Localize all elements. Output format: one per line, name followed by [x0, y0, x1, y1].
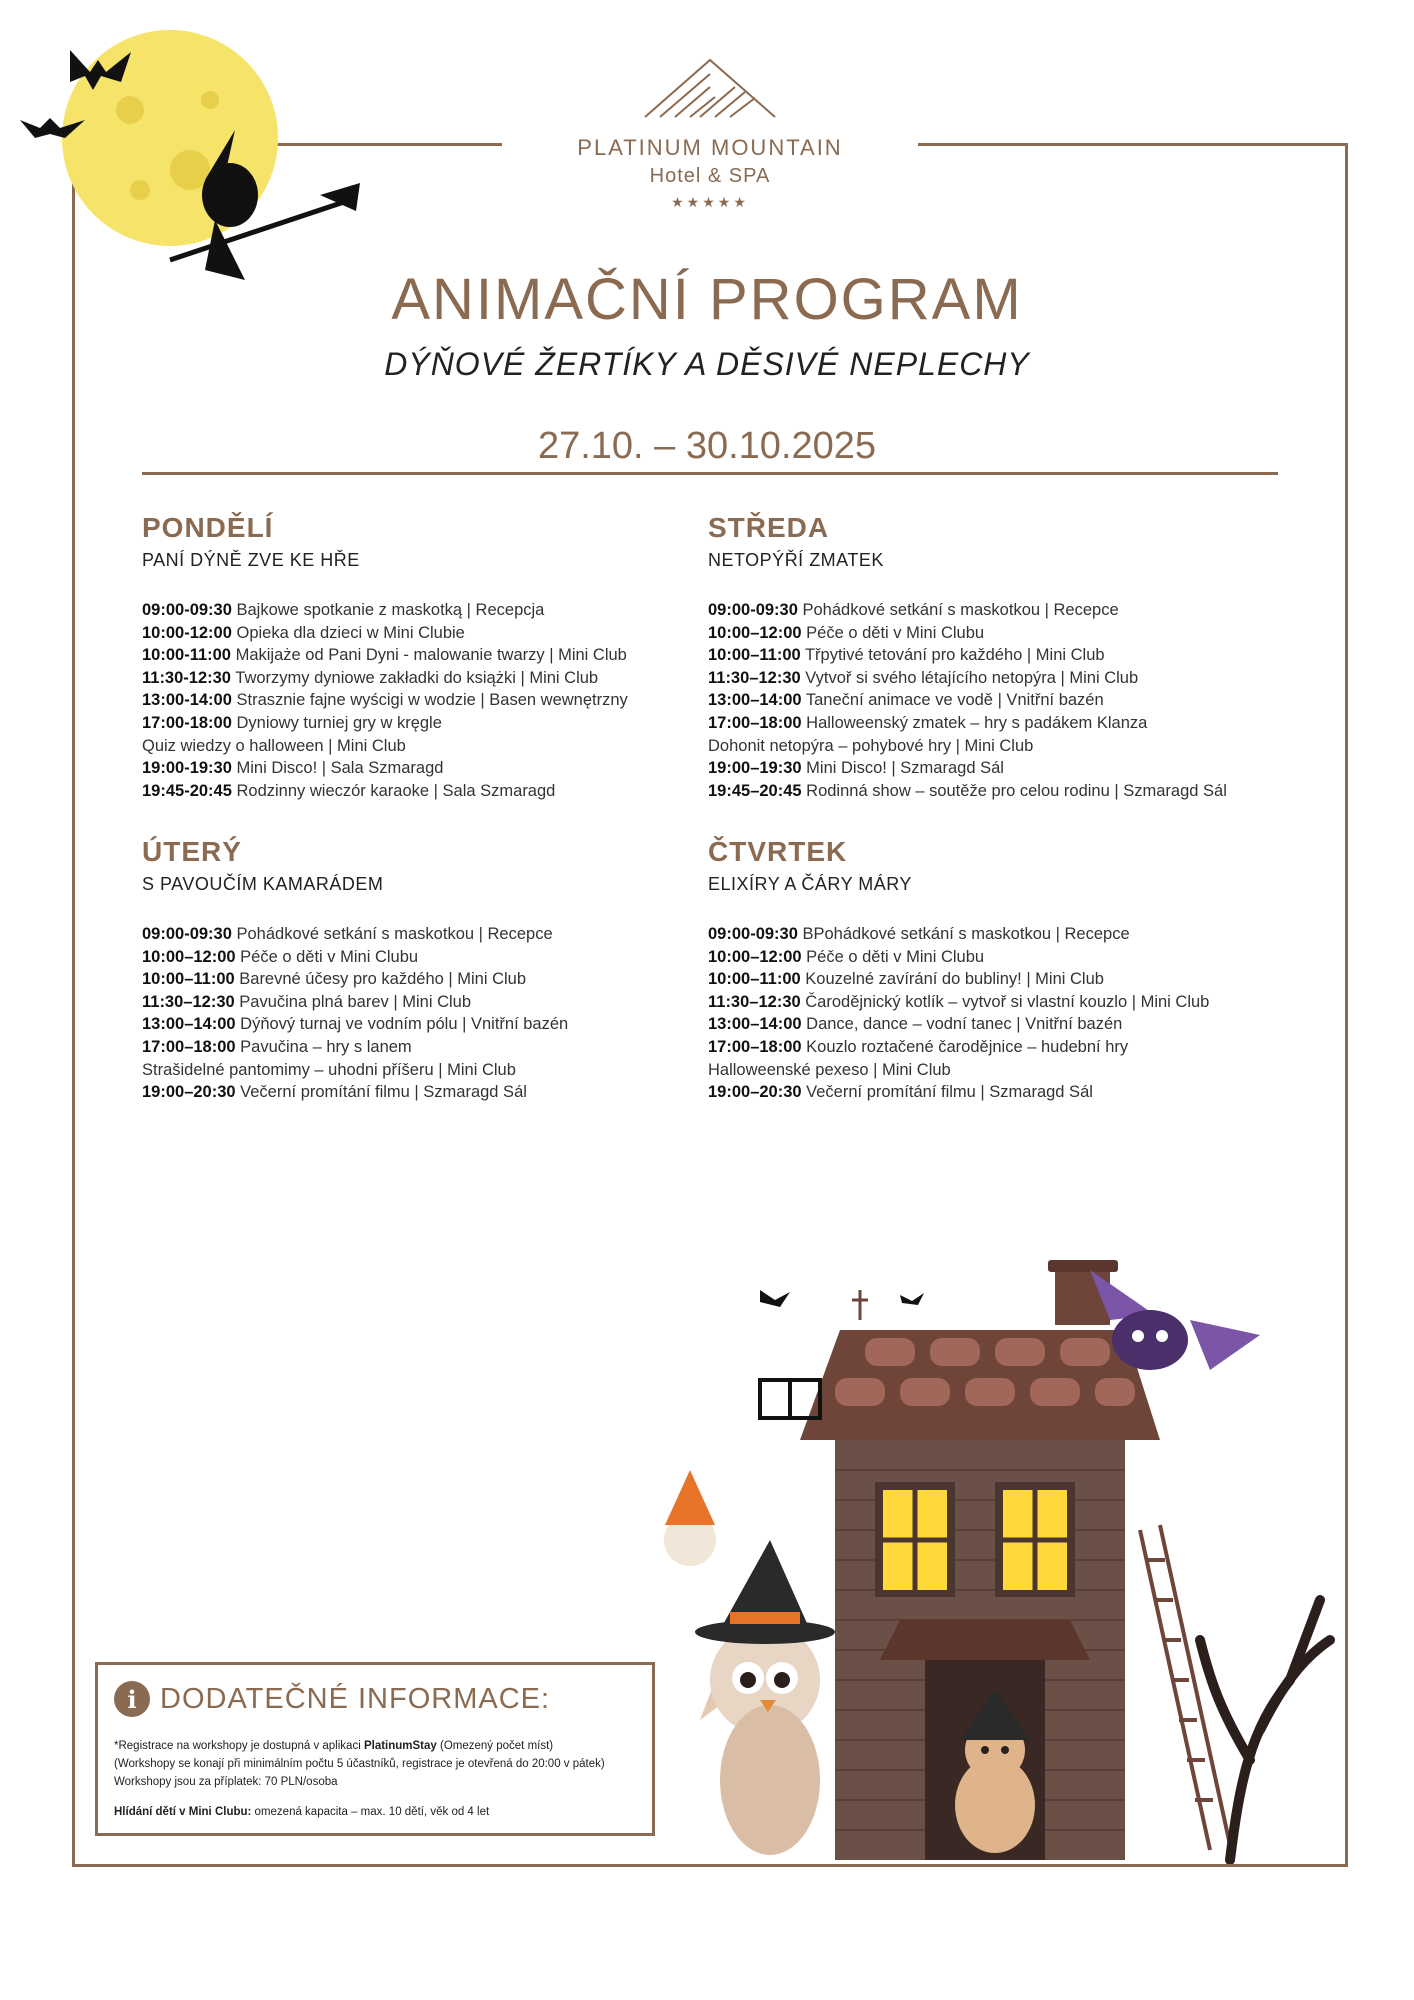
- event-time: 19:00-19:30: [142, 759, 232, 778]
- event-row: [708, 1036, 1268, 1059]
- event-description: Halloweenský zmatek – hry s padákem Klanza: [801, 713, 1148, 732]
- event-time: 19:00–20:30: [142, 1083, 236, 1102]
- event-time: 17:00-18:00: [142, 713, 232, 732]
- event-time: 13:00–14:00: [708, 1015, 802, 1034]
- event-description: Bajkowe spotkanie z maskotką | Recepcja: [231, 601, 545, 619]
- event-time: 10:00-12:00: [142, 623, 232, 642]
- event-description: Péče o děti v Mini Clubu: [235, 947, 419, 966]
- event-description: Dýňový turnaj ve vodním pólu | Vnitřní bazén: [235, 1015, 569, 1034]
- event-row: [142, 622, 702, 645]
- event-description: Quiz wiedzy o halloween | Mini Club: [142, 736, 406, 755]
- event-description: Mini Disco! | Sala Szmaragd: [231, 759, 444, 778]
- bare-tree-icon: [1200, 1600, 1330, 1860]
- event-description: Strašidelné pantomimy – uhodni příšeru | Mini Club: [142, 1060, 516, 1079]
- event-row: [142, 968, 702, 991]
- event-time: 11:30–12:30: [142, 992, 235, 1011]
- info-text: *Registrace na workshopy je dostupná v aplikaci PlatinumStay (Omezený počet míst) (Workshopy se konají při minimálním počtu 5 účastníků, registrace je otevřená do 20:00 v pátek) Workshopy jsou za příplatek: 70 PLN/osoba Hlídání dětí v Mini Clubu: omezená kapacita – max. 10 dětí, věk od 4 let: [114, 1740, 605, 1818]
- event-row: [708, 923, 1268, 946]
- puppy-witch-icon: [664, 1470, 716, 1566]
- event-description: Dohonit netopýra – pohybové hry | Mini Club: [708, 736, 1034, 755]
- frame-border: [1345, 143, 1348, 1867]
- event-time: 10:00-11:00: [142, 646, 231, 665]
- event-time: 09:00-09:30: [708, 925, 798, 943]
- event-row: [708, 644, 1268, 667]
- event-row: [708, 712, 1268, 735]
- day-name: PONDĚLÍ: [142, 512, 274, 543]
- event-description: Pavučina plná barev | Mini Club: [234, 992, 471, 1011]
- app-name: PlatinumStay: [363, 1740, 437, 1752]
- event-time: 10:00–12:00: [142, 947, 236, 966]
- event-row: [142, 689, 702, 712]
- event-row: [142, 1036, 702, 1059]
- event-description: Makijaże od Pani Dyni - malowanie twarzy | Mini Club: [231, 646, 627, 665]
- event-row: [708, 1081, 1268, 1104]
- event-description: Vytvoř si svého létajícího netopýra | Mini Club: [800, 668, 1139, 687]
- event-list: [142, 923, 702, 1104]
- day-name: ČTVRTEK: [708, 836, 848, 867]
- event-row: [708, 757, 1268, 780]
- event-row: [142, 644, 702, 667]
- event-description: Pohádkové setkání s maskotkou | Recepce: [797, 601, 1119, 619]
- day-theme: S PAVOUČÍM KAMARÁDEM: [142, 874, 384, 894]
- event-time: 19:00–19:30: [708, 759, 802, 778]
- event-description: Péče o děti v Mini Clubu: [801, 623, 985, 642]
- event-row: [708, 1059, 1268, 1082]
- event-description: Taneční animace ve vodě | Vnitřní bazén: [801, 691, 1104, 710]
- event-time: 13:00–14:00: [142, 1015, 236, 1034]
- event-row: [708, 622, 1268, 645]
- event-row: [142, 780, 702, 803]
- event-row: [142, 735, 702, 758]
- day-name: STŘEDA: [708, 512, 830, 543]
- event-row: [708, 599, 1268, 622]
- event-row: [708, 689, 1268, 712]
- event-time: 13:00-14:00: [142, 691, 232, 710]
- event-description: Dyniowy turniej gry w kręgle: [231, 713, 442, 732]
- event-time: 19:00–20:30: [708, 1083, 802, 1102]
- event-list: [708, 923, 1268, 1104]
- event-time: 10:00–11:00: [708, 646, 801, 665]
- event-description: Dance, dance – vodní tanec | Vnitřní bazén: [801, 1015, 1123, 1034]
- info-icon: i: [114, 1681, 150, 1717]
- event-description: Tworzymy dyniowe zakładki do książki | Mini Club: [231, 668, 599, 687]
- event-description: Opieka dla dzieci w Mini Clubie: [231, 623, 465, 642]
- event-description: Kouzelné zavírání do bubliny! | Mini Club: [800, 970, 1104, 989]
- event-description: Barevné účesy pro každého | Mini Club: [234, 970, 527, 989]
- event-row: [142, 923, 702, 946]
- day-theme: NETOPÝŘÍ ZMATEK: [708, 550, 884, 570]
- event-description: Večerní promítání filmu | Szmaragd Sál: [235, 1083, 527, 1102]
- event-row: [142, 712, 702, 735]
- event-description: Rodzinny wieczór karaoke | Sala Szmaragd: [231, 781, 556, 800]
- event-time: 10:00–12:00: [708, 947, 802, 966]
- event-time: 11:30-12:30: [142, 668, 231, 687]
- event-time: 19:45–20:45: [708, 781, 802, 800]
- event-row: [708, 735, 1268, 758]
- frame-border: [918, 143, 1348, 146]
- event-description: Péče o děti v Mini Clubu: [801, 947, 985, 966]
- event-time: 17:00–18:00: [142, 1037, 236, 1056]
- event-description: Kouzlo roztačené čarodějnice – hudební hry: [801, 1037, 1129, 1056]
- day-name: ÚTERÝ: [142, 836, 242, 867]
- hotel-name: PLATINUM MOUNTAIN: [577, 135, 843, 160]
- event-description: Halloweenské pexeso | Mini Club: [708, 1060, 951, 1079]
- event-time: 13:00–14:00: [708, 691, 802, 710]
- event-list: [708, 599, 1268, 802]
- event-row: [142, 757, 702, 780]
- event-description: Mini Disco! | Szmaragd Sál: [801, 759, 1004, 778]
- frame-border: [72, 143, 75, 1867]
- event-description: Čarodějnický kotlík – vytvoř si vlastní kouzlo | Mini Club: [800, 992, 1210, 1011]
- event-row: [142, 946, 702, 969]
- event-time: 17:00–18:00: [708, 713, 802, 732]
- event-time: 09:00-09:30: [708, 601, 798, 619]
- event-time: 17:00–18:00: [708, 1037, 802, 1056]
- event-row: [142, 667, 702, 690]
- day-block-wednesday: [708, 512, 1268, 802]
- event-list: [142, 599, 702, 802]
- event-time: 11:30–12:30: [708, 992, 801, 1011]
- event-row: [142, 1013, 702, 1036]
- page-subtitle: DÝŇOVÉ ŽERTÍKY A DĚSIVÉ NEPLECHY: [384, 346, 1030, 382]
- event-time: 10:00–11:00: [708, 970, 801, 989]
- day-theme: PANÍ DÝNĚ ZVE KE HŘE: [142, 550, 360, 570]
- event-time: 10:00–11:00: [142, 970, 235, 989]
- divider: [142, 472, 1278, 475]
- event-description: Pavučina – hry s lanem: [235, 1037, 412, 1056]
- event-description: Strasznie fajne wyścigi w wodzie | Basen wewnętrzny: [231, 691, 628, 710]
- frame-border: [72, 1864, 1348, 1867]
- owl-mascot-icon: [695, 1540, 835, 1855]
- event-row: [142, 1059, 702, 1082]
- event-description: Pohádkové setkání s maskotkou | Recepce: [231, 925, 553, 943]
- event-description: Večerní promítání filmu | Szmaragd Sál: [801, 1083, 1093, 1102]
- mountain-logo-icon: [640, 52, 780, 122]
- day-block-tuesday: [142, 836, 702, 1104]
- event-row: [708, 667, 1268, 690]
- moon-witch-illustration: [20, 20, 360, 290]
- event-time: 10:00–12:00: [708, 623, 802, 642]
- event-row: [708, 780, 1268, 803]
- hotel-stars: ★★★★★: [671, 194, 749, 210]
- event-row: [708, 946, 1268, 969]
- event-time: 09:00-09:30: [142, 925, 232, 943]
- event-row: [142, 991, 702, 1014]
- event-description: Rodinná show – soutěže pro celou rodinu | Szmaragd Sál: [801, 781, 1227, 800]
- event-description: Třpytivé tetování pro každého | Mini Club: [800, 646, 1105, 665]
- date-range: 27.10. – 30.10.2025: [537, 425, 877, 467]
- event-row: [708, 991, 1268, 1014]
- event-row: [708, 1013, 1268, 1036]
- page-title: ANIMAČNÍ PROGRAM: [391, 267, 1023, 332]
- hotel-logo: [560, 52, 860, 211]
- event-row: [708, 968, 1268, 991]
- day-block-thursday: [708, 836, 1268, 1104]
- day-theme: ELIXÍRY A ČÁRY MÁRY: [708, 874, 912, 894]
- event-row: [142, 1081, 702, 1104]
- event-time: 09:00-09:30: [142, 601, 232, 619]
- event-description: BPohádkové setkání s maskotkou | Recepce: [797, 925, 1130, 943]
- hotel-subtitle: Hotel & SPA: [649, 165, 771, 187]
- day-block-monday: [142, 512, 702, 802]
- info-title: DODATEČNÉ INFORMACE:: [160, 1682, 551, 1715]
- event-row: [142, 599, 702, 622]
- event-time: 11:30–12:30: [708, 668, 801, 687]
- event-time: 19:45-20:45: [142, 781, 232, 800]
- additional-info-box: [95, 1662, 655, 1836]
- haunted-house-illustration: [650, 1260, 1340, 1864]
